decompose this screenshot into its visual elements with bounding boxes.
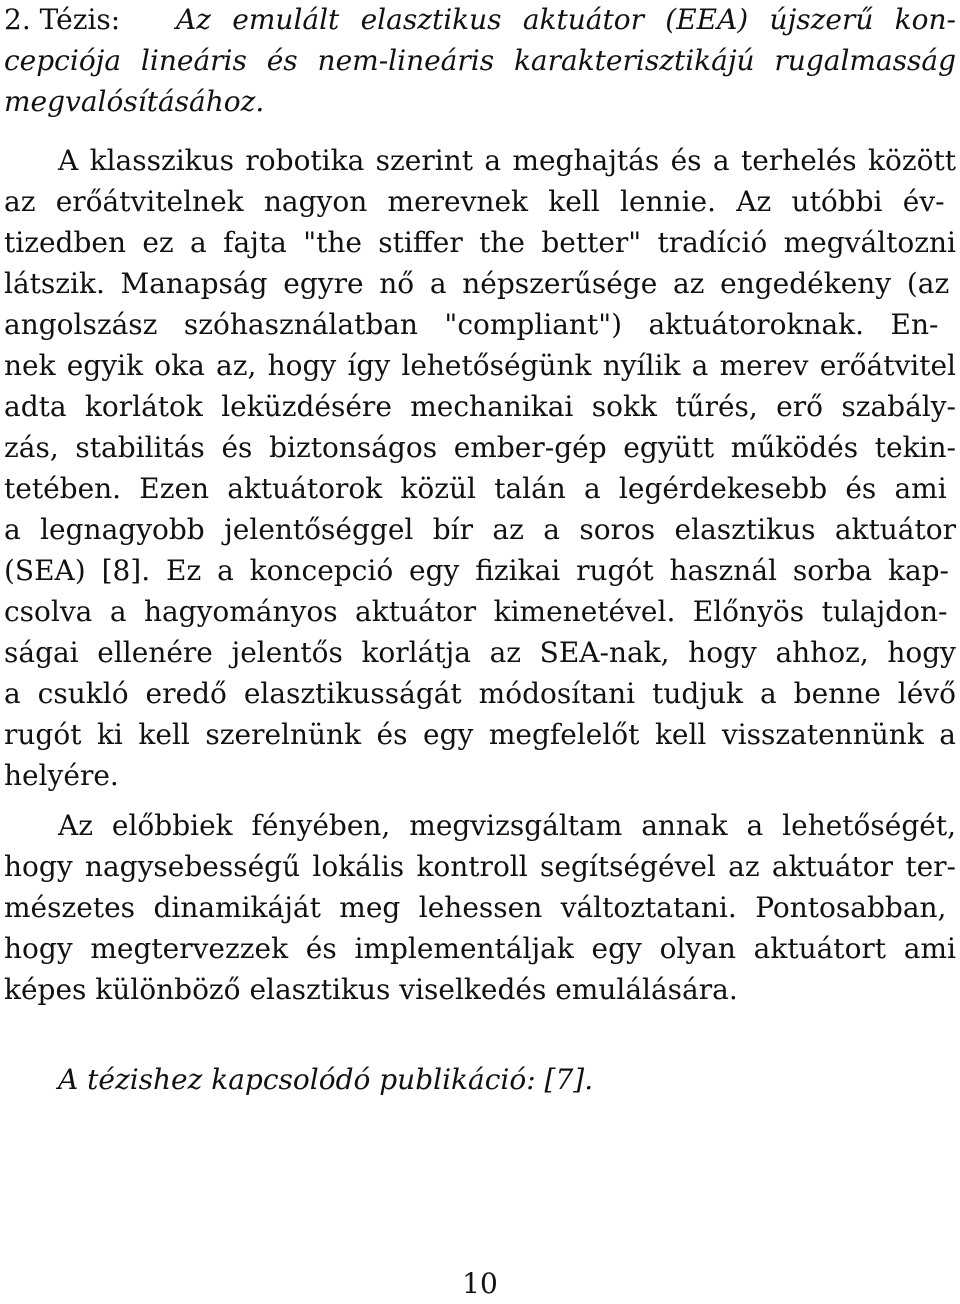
p1-line-10: a legnagyobb jelentőséggel bír az a soros elasztikus aktuátor [4,513,956,546]
p2-line-5: képes különböző elasztikus viselkedés emulálására. [4,973,738,1006]
publication-reference: A tézishez kapcsolódó publikáció: [7]. [58,1063,594,1096]
p1-line-4: látszik. Manapság egyre nő a népszerűsége az engedékeny (az [4,267,950,300]
thesis-title-line-1: Az emulált elasztikus aktuátor (EEA) újszerű kon- [176,3,956,36]
p1-line-12: csolva a hagyományos aktuátor kimenetével. Előnyös tulajdon- [4,595,948,628]
p1-line-7: adta korlátok leküzdésére mechanikai sokk tűrés, erő szabály- [4,390,956,423]
p2-line-2: hogy nagysebességű lokális kontroll segítségével az aktuátor ter- [4,850,956,883]
p1-line-6: nek egyik oka az, hogy így lehetőségünk nyílik a merev erőátvitel [4,349,956,382]
p1-line-15: rugót ki kell szerelnünk és egy megfelelőt kell visszatennünk a [4,718,956,751]
p1-line-5: angolszász szóhasználatban "compliant") aktuátoroknak. En- [4,308,939,341]
p1-line-3: tizedben ez a fajta "the stiffer the better" tradíció megváltozni [4,226,956,259]
p2-line-3: mészetes dinamikáját meg lehessen változtatani. Pontosabban, [4,891,947,924]
p1-line-14: a csukló eredő elasztikusságát módosítani tudjuk a benne lévő [4,677,956,710]
thesis-title-line-3: megvalósításához. [4,85,265,118]
page-number: 10 [462,1267,498,1300]
thesis-title-line-2: cepciója lineáris és nem-lineáris karakterisztikájú rugalmasság [4,44,956,77]
p1-line-13: ságai ellenére jelentős korlátja az SEA-nak, hogy ahhoz, hogy [4,636,956,669]
p2-line-4: hogy megtervezzek és implementáljak egy olyan aktuátort ami [4,932,956,965]
thesis-label: 2. Tézis: [4,3,121,36]
p1-line-8: zás, stabilitás és biztonságos ember-gép együtt működés tekin- [4,431,956,464]
p1-line-11: (SEA) [8]. Ez a koncepció egy fizikai rugót használ sorba kap- [4,554,950,587]
p1-line-9: tetében. Ezen aktuátorok közül talán a legérdekesebb és ami [4,472,947,505]
p1-line-16: helyére. [4,759,119,792]
p1-line-1: A klasszikus robotika szerint a meghajtás és a terhelés között [58,144,956,177]
p1-line-2: az erőátvitelnek nagyon merevnek kell lennie. Az utóbbi év- [4,185,945,218]
p2-line-1: Az előbbiek fényében, megvizsgáltam annak a lehetőségét, [58,809,956,842]
